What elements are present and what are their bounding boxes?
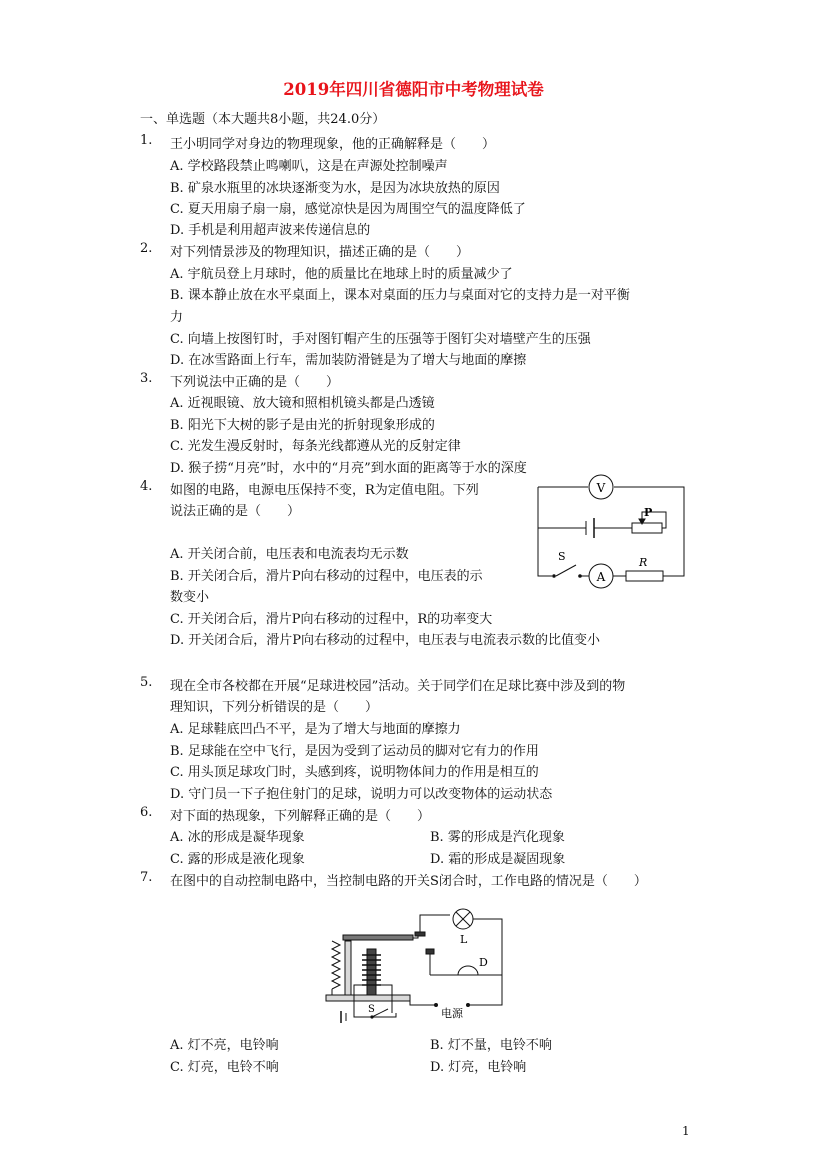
question-stem: 对下列情景涉及的物理知识，描述正确的是（ ） [170,245,470,260]
resistor-label: R [639,556,648,569]
question-stem: 理知识，下列分析错误的是（ ） [170,700,379,715]
option: C. 灯亮，电铃不响 [170,1060,279,1075]
switch-lever [556,565,576,576]
ammeter-label: A [596,570,606,584]
switch-label: S [558,550,566,563]
question-stem: 在图中的自动控制电路中，当控制电路的开关S闭合时，工作电路的情况是（ ） [170,874,647,889]
power-source-label: 电源 [441,1007,463,1020]
wire [468,995,502,1005]
lamp-label: L [460,933,468,946]
question-stem: 对下面的热现象，下列解释正确的是（ ） [170,809,431,824]
question-number: 1. [140,133,153,148]
option: A. 冰的形成是凝华现象 [170,830,305,845]
wire [410,1001,436,1005]
option: B. 灯不量，电铃不响 [430,1038,552,1053]
option: D. 守门员一下子抱住射门的足球，说明力可以改变物体的运动状态 [170,787,553,802]
option: B. 雾的形成是汽化现象 [430,830,565,845]
slider-label: P [644,506,653,519]
option: B. 矿泉水瓶里的冰块逐渐变为水，是因为冰块放热的原因 [170,181,500,196]
wire [420,915,450,932]
option: C. 向墙上按图钉时，手对图钉帽产生的压强等于图钉尖对墙壁产生的压强 [170,332,591,347]
circuit-diagram-q4 [536,475,688,584]
armature [343,935,413,940]
option: A. 学校路段禁止鸣喇叭，这是在声源处控制噪声 [170,159,448,174]
question-number: 3. [140,371,153,386]
option: C. 光发生漫反射时，每条光线都遵从光的反射定律 [170,439,461,454]
switch-contact [578,574,582,578]
option: D. 手机是利用超声波来传递信息的 [170,223,371,238]
question-number: 6. [140,805,153,820]
option: A. 开关闭合前，电压表和电流表均无示数 [170,547,409,562]
wire [614,487,684,576]
bell-label: D [479,956,488,969]
option: D. 猴子捞“月亮”时，水中的“月亮”到水面的距离等于水的深度 [170,461,527,476]
terminal [466,1003,470,1007]
option: D. 开关闭合后，滑片P向右移动的过程中，电压表与电流表示数的比值变小 [170,633,600,648]
wire [538,487,586,528]
option: D. 灯亮，电铃响 [430,1060,527,1075]
option: D. 霜的形成是凝固现象 [430,852,566,867]
rheostat [632,523,662,533]
relay-circuit-diagram-q7 [318,905,508,1023]
option: C. 开关闭合后，滑片P向右移动的过程中，R的功率变大 [170,612,493,627]
option: B. 阳光下大树的影子是由光的折射现象形成的 [170,418,435,433]
option: B. 足球能在空中飞行，是因为受到了运动员的脚对它有力的作用 [170,744,539,759]
option: B. 课本静止放在水平桌面上，课本对桌面的压力与桌面对它的支持力是一对平衡 [170,288,630,303]
option: B. 开关闭合后，滑片P向右移动的过程中，电压表的示 [170,569,483,584]
option: 力 [170,310,184,325]
option: A. 灯不亮，电铃响 [170,1038,279,1053]
spring [332,941,340,989]
option: A. 近视眼镜、放大镜和照相机镜头都是凸透镜 [170,396,435,411]
question-stem: 说法正确的是（ ） [170,504,301,519]
page-number: 1 [682,1124,690,1138]
bell [458,966,478,975]
relay-base [326,995,410,1001]
section-heading: 一、单选题（本大题共8小题，共24.0分） [140,112,386,127]
contact-upper [415,932,425,936]
switch-label: S [368,1004,375,1015]
option: A. 足球鞋底凹凸不平，是为了增大与地面的摩擦力 [170,722,461,737]
contact-lower [426,949,434,954]
question-number: 4. [140,479,153,494]
voltmeter-label: V [596,481,606,495]
option: C. 用头顶足球攻门时，头感到疼，说明物体间力的作用是相互的 [170,765,539,780]
question-number: 5. [140,675,153,690]
question-stem: 如图的电路，电源电压保持不变，R为定值电阻。下列 [170,483,479,498]
question-stem: 下列说法中正确的是（ ） [170,375,340,390]
wire [538,528,552,576]
page-title: 2019年四川省德阳市中考物理试卷 [283,80,544,99]
electromagnet-core [367,949,376,995]
question-stem: 现在全市各校都在开展“足球进校园”活动。关于同学们在足球比赛中涉及到的物 [170,679,626,694]
switch-contact [552,574,556,578]
relay-post [345,941,351,995]
question-number: 2. [140,241,153,256]
option: C. 夏天用扇子扇一扇，感觉凉快是因为周围空气的温度降低了 [170,202,526,217]
question-stem: 王小明同学对身边的物理现象，他的正确解释是（ ） [170,137,496,152]
option: C. 露的形成是液化现象 [170,852,305,867]
fixed-resistor [626,571,663,581]
switch-contact [370,1015,373,1018]
coil [362,955,381,985]
question-number: 7. [140,870,153,885]
option: 数变小 [170,590,210,605]
option: A. 宇航员登上月球时，他的质量比在地球上时的质量减少了 [170,267,513,282]
terminal [434,1003,438,1007]
option: D. 在冰雪路面上行车，需加装防滑链是为了增大与地面的摩擦 [170,353,527,368]
